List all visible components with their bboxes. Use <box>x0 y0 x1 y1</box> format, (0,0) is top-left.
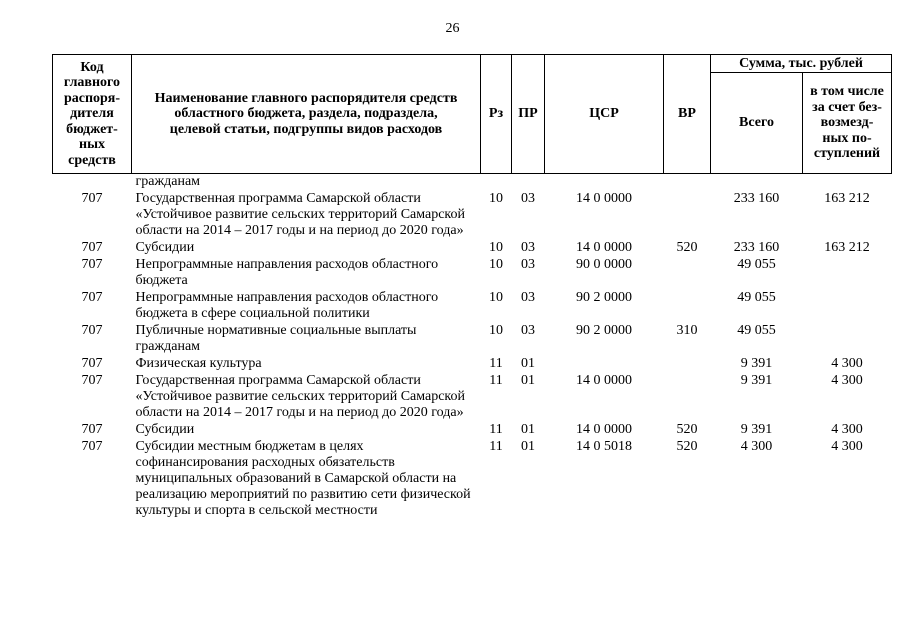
header-code-line: распоря- <box>63 90 121 106</box>
cell-total: 49 055 <box>737 257 776 272</box>
table-row <box>53 289 892 322</box>
header-code-line: главного <box>63 75 121 91</box>
cell-free <box>803 289 892 322</box>
cell-name: Субсидии <box>135 422 195 437</box>
cell-free: 163 212 <box>824 191 870 206</box>
cell-pr: 03 <box>521 191 535 206</box>
cell-vr: 520 <box>676 422 698 437</box>
cell-name: Физическая культура <box>135 356 262 371</box>
cell-total: 49 055 <box>737 323 776 338</box>
header-code-line: средств <box>68 152 116 168</box>
cell-total: 9 391 <box>740 422 773 437</box>
cell-rz <box>481 174 512 191</box>
table-row <box>53 256 892 289</box>
cell-free: 4 300 <box>831 422 863 437</box>
header-code-line: Код <box>80 59 104 75</box>
cell-total: 233 160 <box>733 191 780 206</box>
cell-name: Субсидии <box>135 240 195 255</box>
table-header <box>53 55 892 174</box>
header-free-line: возмезд- <box>820 115 874 131</box>
cell-name: Непрограммные направления расходов областного бюджета в сфере социальной политики <box>135 290 439 321</box>
cell-csr: 14 0 0000 <box>576 191 632 206</box>
cell-total: 9 391 <box>740 373 773 388</box>
cell-rz: 11 <box>489 373 503 388</box>
table-row <box>53 438 892 519</box>
cell-csr: 14 0 5018 <box>576 439 632 454</box>
cell-name: Непрограммные направления расходов областного бюджета <box>135 257 439 288</box>
cell-rz: 10 <box>489 323 503 338</box>
cell-name: гражданам <box>135 174 201 189</box>
cell-name: Субсидии местным бюджетам в целях софинансирования расходных обязательств муниципальных образований в Самарской области на реализацию мероприятий по развитию сети физической культуры и спорта в сельской местности <box>135 439 471 518</box>
cell-total: 233 160 <box>733 240 780 255</box>
page-number: 26 <box>445 21 460 36</box>
cell-vr <box>664 190 711 239</box>
cell-vr: 520 <box>676 439 698 454</box>
cell-code <box>53 174 132 191</box>
cell-name: Публичные нормативные социальные выплаты гражданам <box>135 323 417 354</box>
header-code-line: ных <box>79 137 105 153</box>
cell-free: 163 212 <box>824 240 870 255</box>
cell-free <box>803 322 892 355</box>
header-free-line: в том числе <box>810 84 884 100</box>
cell-code: 707 <box>81 257 103 272</box>
cell-pr: 03 <box>521 240 535 255</box>
cell-vr: 520 <box>676 240 698 255</box>
cell-rz: 10 <box>489 290 503 305</box>
cell-vr <box>664 372 711 421</box>
cell-code: 707 <box>81 240 103 255</box>
cell-pr: 01 <box>521 422 535 437</box>
header-free-line: ных по- <box>822 130 872 146</box>
cell-pr: 01 <box>521 439 535 454</box>
header-total: Всего <box>711 73 803 174</box>
cell-free: 4 300 <box>831 439 863 454</box>
cell-name: Государственная программа Самарской области «Устойчивое развитие сельских территорий Самарской области на 2014 – 2017 годы и на период до 2020 года» <box>135 191 466 238</box>
table-body <box>53 174 892 520</box>
cell-rz: 10 <box>489 240 503 255</box>
cell-pr <box>512 174 545 191</box>
cell-rz: 11 <box>489 439 503 454</box>
header-code-line: бюджет- <box>66 121 118 137</box>
header-free-line: ступлений <box>813 146 881 162</box>
header-csr: ЦСР <box>545 55 664 174</box>
cell-code: 707 <box>81 373 103 388</box>
cell-code: 707 <box>81 422 103 437</box>
cell-pr: 03 <box>521 323 535 338</box>
table-row <box>53 239 892 256</box>
header-name <box>132 55 481 174</box>
cell-pr: 03 <box>521 290 535 305</box>
cell-csr: 14 0 0000 <box>576 422 632 437</box>
cell-free <box>803 174 892 191</box>
cell-vr <box>664 174 711 191</box>
cell-total: 49 055 <box>737 290 776 305</box>
cell-csr: 90 0 0000 <box>576 257 632 272</box>
cell-rz: 10 <box>489 257 503 272</box>
cell-code: 707 <box>81 323 103 338</box>
table-row <box>53 372 892 421</box>
cell-csr: 14 0 0000 <box>576 240 632 255</box>
cell-pr: 01 <box>521 373 535 388</box>
cell-csr <box>545 355 664 372</box>
cell-free: 4 300 <box>831 356 863 371</box>
cell-csr: 90 2 0000 <box>576 290 632 305</box>
cell-name: Государственная программа Самарской области «Устойчивое развитие сельских территорий Самарской области на 2014 – 2017 годы и на период до 2020 года» <box>135 373 466 420</box>
header-name-line: целевой статьи, подгруппы видов расходов <box>169 121 443 137</box>
header-pr: ПР <box>512 55 545 174</box>
cell-total: 4 300 <box>740 439 773 454</box>
header-free <box>803 73 892 174</box>
cell-free: 4 300 <box>831 373 863 388</box>
cell-total <box>711 174 803 191</box>
cell-total: 9 391 <box>740 356 773 371</box>
cell-csr: 90 2 0000 <box>576 323 632 338</box>
table-row <box>53 421 892 438</box>
cell-code: 707 <box>81 356 103 371</box>
header-code-line: дителя <box>70 106 114 122</box>
cell-vr: 310 <box>676 323 698 338</box>
table-row <box>53 322 892 355</box>
cell-pr: 03 <box>521 257 535 272</box>
header-vr: ВР <box>664 55 711 174</box>
table-row <box>53 190 892 239</box>
header-rz: Рз <box>481 55 512 174</box>
cell-csr <box>545 174 664 191</box>
header-code <box>53 55 132 174</box>
cell-rz: 11 <box>489 422 503 437</box>
table-row <box>53 174 892 191</box>
header-name-line: Наименование главного распорядителя средств <box>154 90 458 106</box>
cell-csr: 14 0 0000 <box>576 373 632 388</box>
header-free-line: за счет без- <box>812 99 882 115</box>
cell-rz: 10 <box>489 191 503 206</box>
budget-table <box>52 54 892 519</box>
cell-vr <box>664 355 711 372</box>
cell-code: 707 <box>81 439 103 454</box>
table-row <box>53 355 892 372</box>
cell-pr: 01 <box>521 356 535 371</box>
cell-code: 707 <box>81 290 103 305</box>
cell-vr <box>664 256 711 289</box>
cell-free <box>803 256 892 289</box>
cell-vr <box>664 289 711 322</box>
header-name-line: областного бюджета, раздела, подраздела, <box>174 106 438 122</box>
header-sum: Сумма, тыс. рублей <box>711 55 892 73</box>
cell-code: 707 <box>81 191 103 206</box>
cell-rz: 11 <box>489 356 503 371</box>
